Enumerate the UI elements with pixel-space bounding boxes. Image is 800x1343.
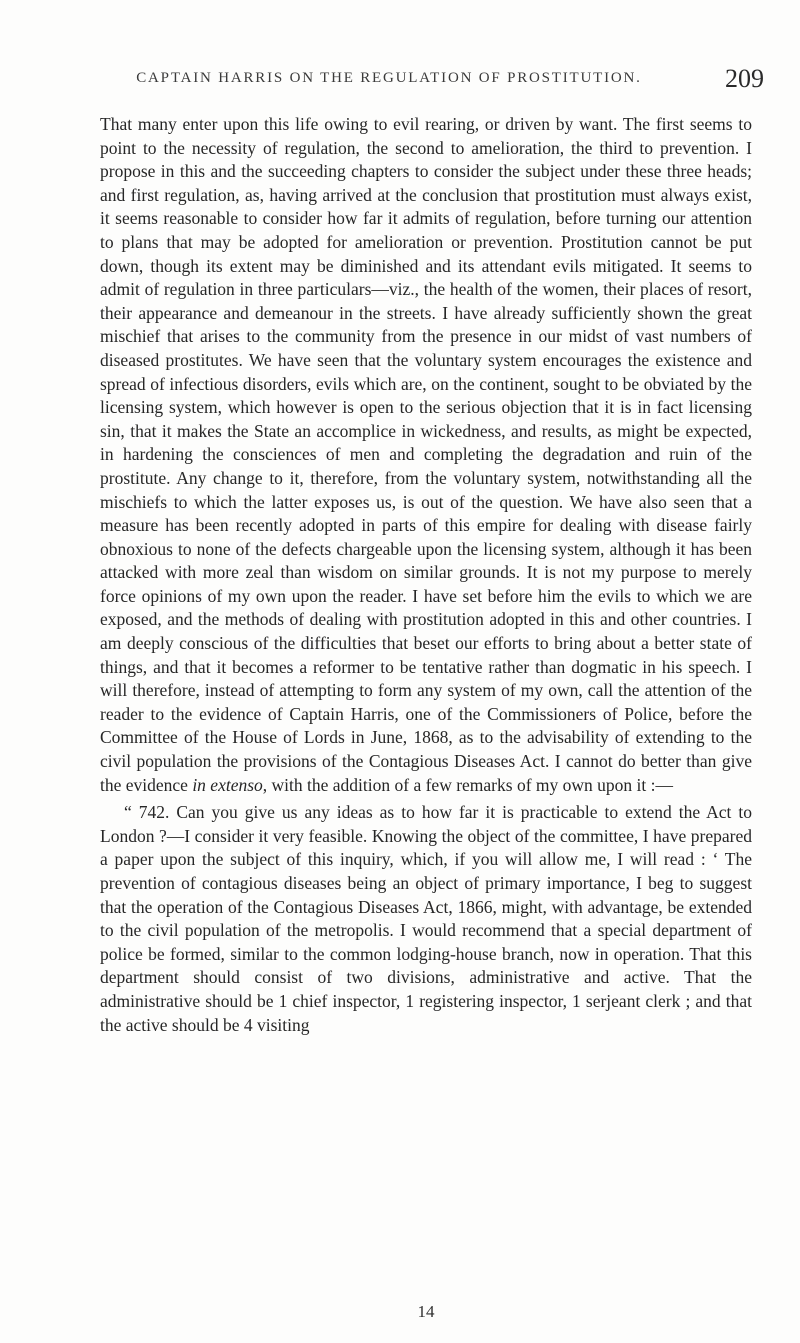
page-number: 209 [725,64,764,93]
paragraph-2-quote: “ 742. Can you give us any ideas as to how far it is practicable to extend the Act to London ?—I consider it very feasible. Knowing the object of the committee, I have prepared a paper upon the subject of this inquiry, which, if you will allow me, I will read : ‘ The prevention of contagious diseases being an object of primary importance, I beg to suggest that the operation of the Contagious Diseases Act, 1866, might, with advantage, be extended to the civil population of the metropolis. I would recommend that a special department of police be formed, similar to the common lodging-house branch, now in operation. That this department should consist of two divisions, administrative and active. That the administrative should be 1 chief inspector, 1 registering inspector, 1 serjeant clerk ; and that the active should be 4 visiting [100,802,752,1035]
signature-mark: 14 [417,1302,435,1321]
body-text [100,113,752,1037]
paragraph-1 [100,113,752,797]
paragraph-1-italic: in extenso [192,774,263,795]
paragraph-1-text: That many enter upon this life owing to evil rearing, or driven by want. The first seems to point to the necessity of regulation, the second to amelioration, the third to prevention. I propose in this and the succeeding chapters to consider the subject under these three heads; and first regulation, as, having arrived at the conclusion that prostitution must always exist, it seems reasonable to consider how far it admits of regulation, before turning our attention to plans that may be adopted for amelioration or prevention. Prostitution cannot be put down, though its extent may be diminished and its attendant evils mitigated. It seems to admit of regulation in three particulars—viz., the health of the women, their places of resort, their appearance and demeanour in the streets. I have already sufficiently shown the great mischief that arises to the community from the presence in our midst of vast numbers of diseased prostitutes. We have seen that the voluntary system encourages the existence and spread of infectious disorders, evils which are, on the continent, sought to be obviated by the licensing system, which however is open to the serious objection that it is in fact licensing sin, that it makes the State an accomplice in wickedness, and results, as might be expected, in hardening the consciences of men and completing the degradation and ruin of the prostitute. Any change to it, therefore, from the voluntary system, notwithstanding all the mischiefs to which the latter exposes us, is out of the question. We have also seen that a measure has been recently adopted in parts of this empire for dealing with disease fairly obnoxious to none of the defects chargeable upon the licensing system, although it has been attacked with more zeal than wisdom on similar grounds. It is not my purpose to merely force opinions of my own upon the reader. I have set before him the evils to which we are exposed, and the methods of dealing with prostitution adopted in this and other countries. I am deeply conscious of the difficulties that beset our efforts to bring about a better state of things, and that it becomes a reformer to be tentative rather than dogmatic in his speech. I will therefore, instead of attempting to form any system of my own, call the attention of the reader to the evidence of Captain Harris, one of the Commissioners of Police, before the Committee of the House of Lords in June, 1868, as to the advisability of extending to the civil population the provisions of the Contagious Diseases Act. I cannot do better than give the evidence [100,114,752,795]
running-title: CAPTAIN HARRIS ON THE REGULATION OF PROSTITUTION. [136,70,642,86]
running-head [94,64,764,100]
paragraph-1-tail: , with the addition of a few remarks of my own upon it :— [262,774,673,795]
